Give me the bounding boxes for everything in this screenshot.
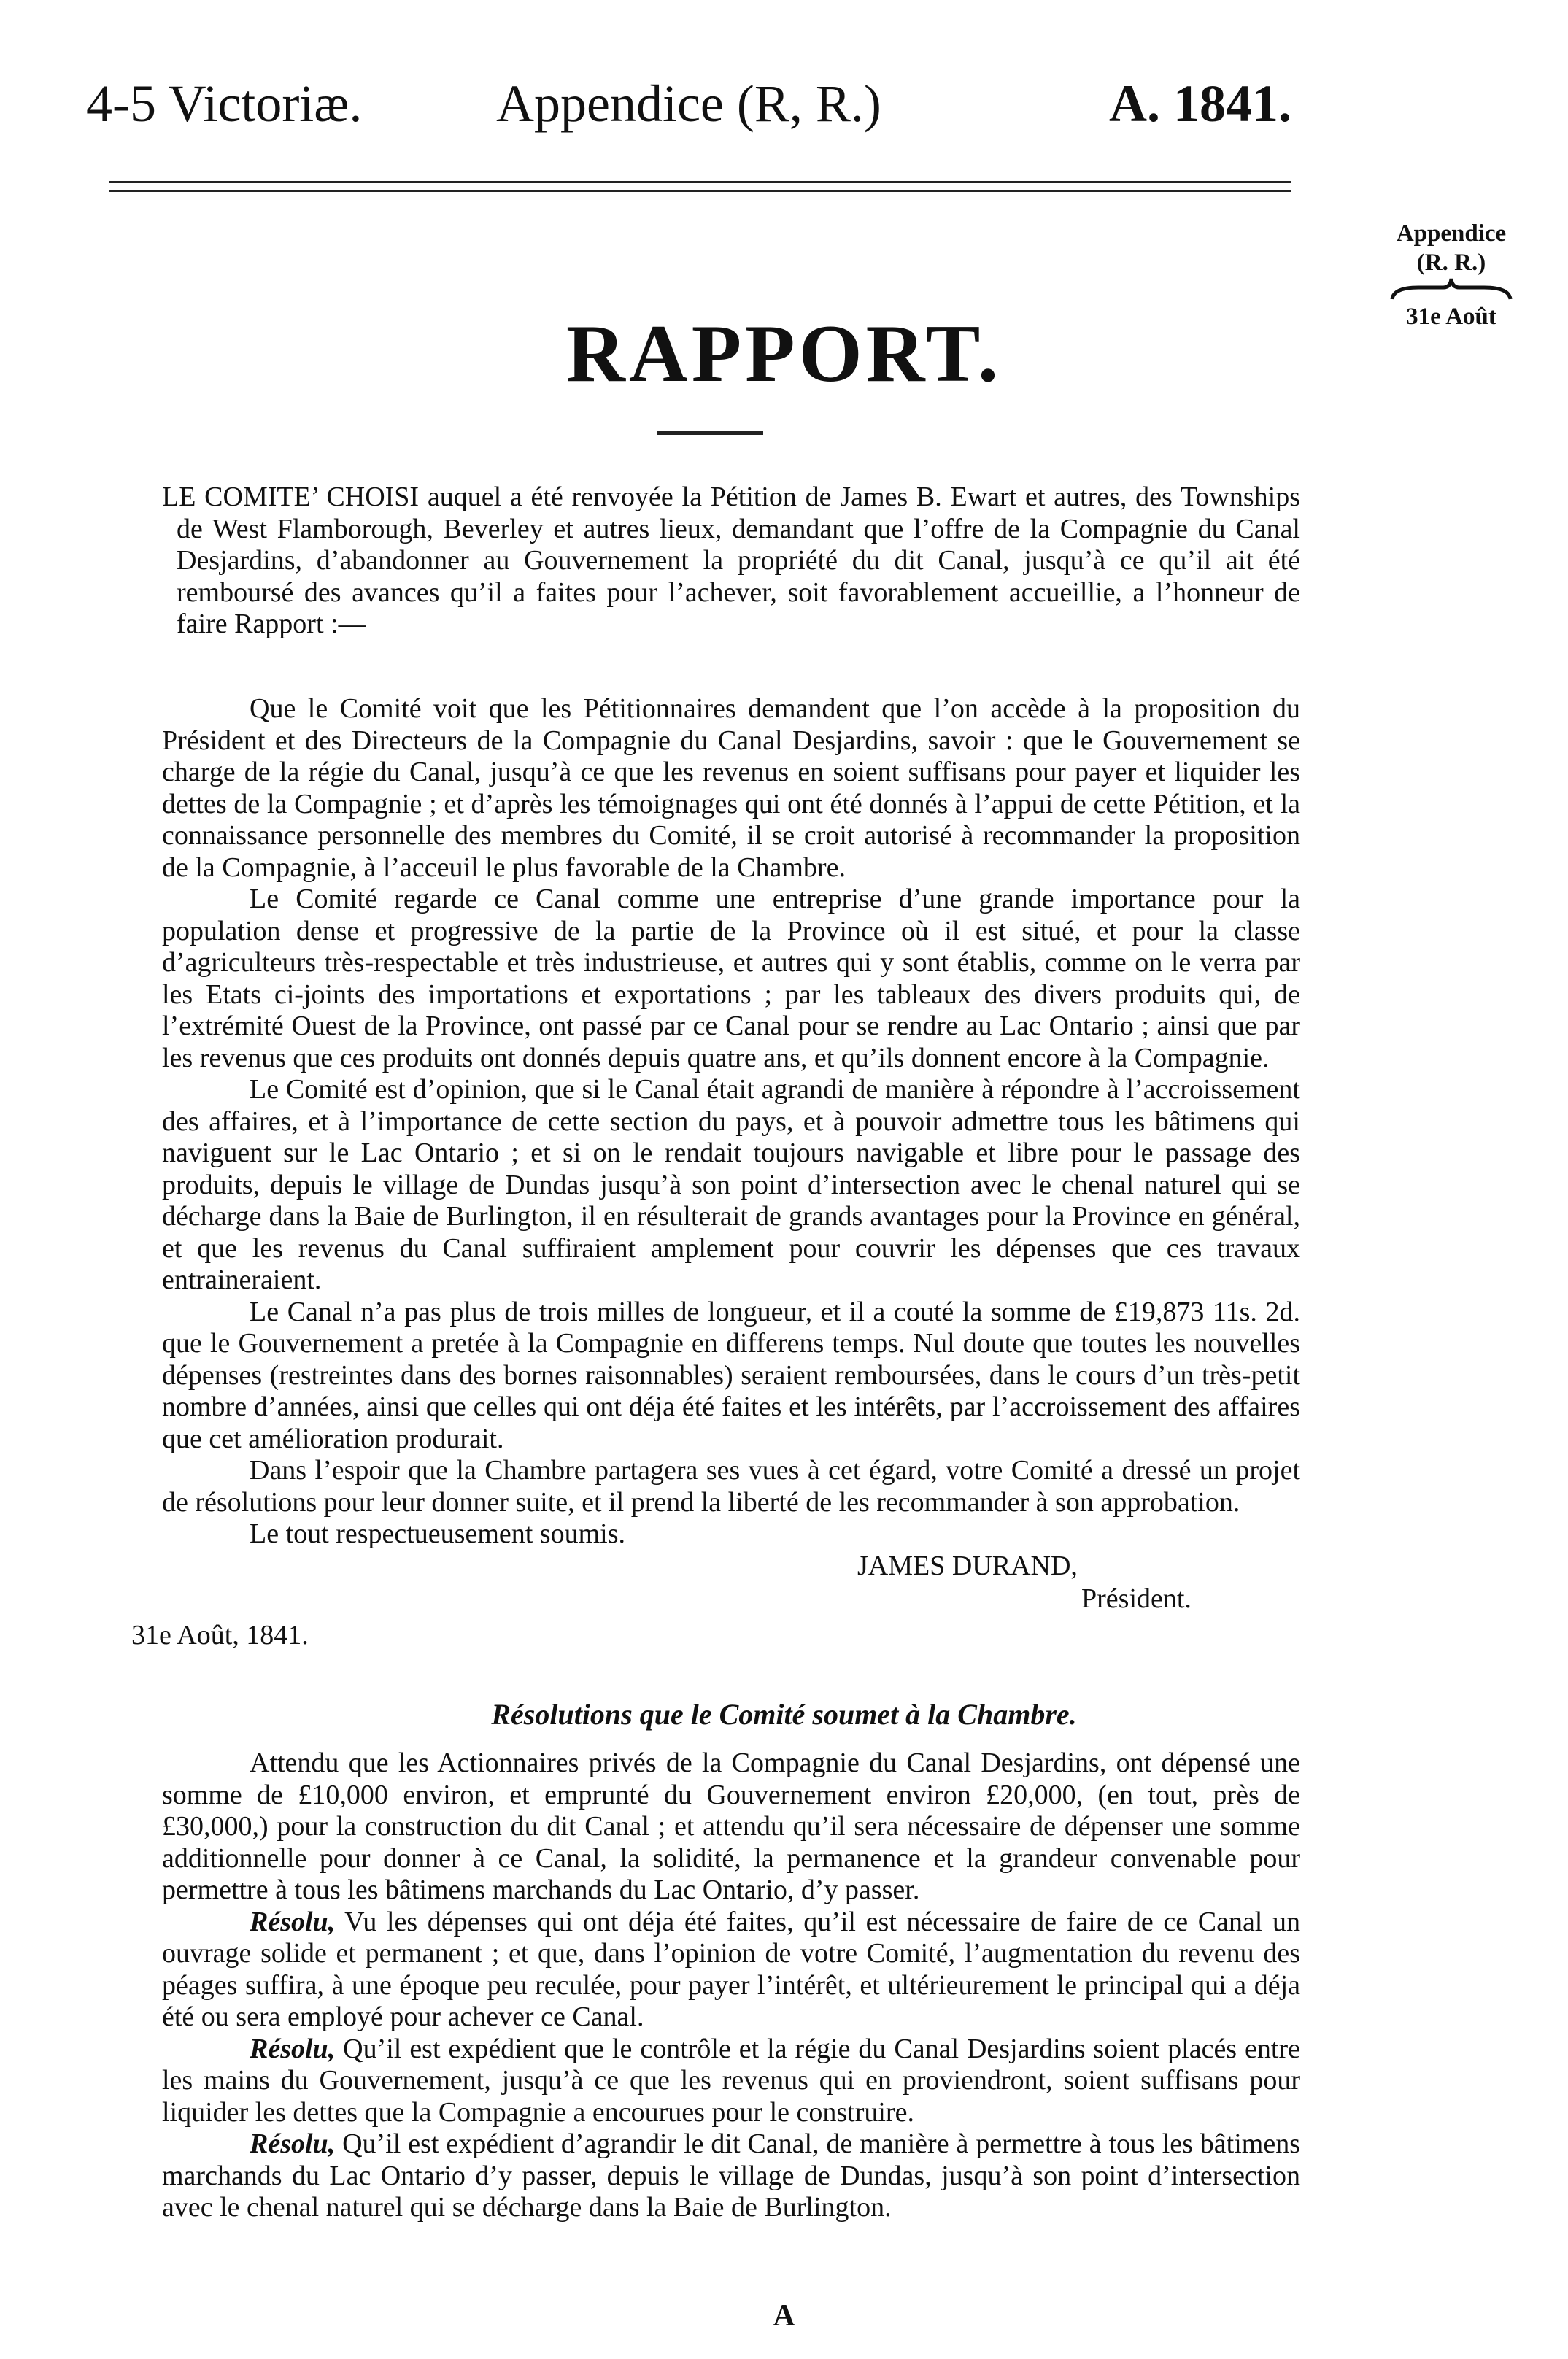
header-rule xyxy=(109,181,1291,192)
resolution-1-label: Résolu, xyxy=(250,1906,336,1937)
resolutions-intro: Attendu que les Actionnaires privés de la Compagnie du Canal Desjardins, ont dépensé une somme de £10,000 environ, et emprunté du Gouvernement environ £20,000, (en tout, près de £30,000,) pour la construction du dit Canal ; et attendu qu’il sera nécessaire de dépenser une somme additionnelle pour donner à ce Canal, la solidité, la permanence et la grandeur convenable pour permettre à tous les bâtimens marchands du Lac Ontario, d’y passer. xyxy=(162,1748,1300,1905)
header-appendix: Appendice (R, R.) xyxy=(496,74,881,133)
report-body xyxy=(162,693,1300,1551)
margin-note-date: 31e Août xyxy=(1406,304,1496,330)
resolution-2-text: Qu’il est expédient que le contrôle et la régie du Canal Desjardins soient placés entre les mains du Gouvernement, jusqu’à ce que les revenus qui en proviendront, soient suffisans pour liquider les dettes que la Compagnie a encourues pour le construire. xyxy=(162,2033,1300,2128)
report-date: 31e Août, 1841. xyxy=(131,1620,309,1650)
intro-paragraph: LE COMITE’ CHOISI auquel a été renvoyée la Pétition de James B. Ewart et autres, des Townships de West Flamborough, Beverley et autres lieux, demandant que l’offre de la Compagnie du Canal Desjardins, d’abandonner au Gouvernement la propriété du dit Canal, jusqu’à ce qu’il ait été remboursé des avances qu’il a faites pour l’achever, soit favorablement accueillie, a l’honneur de faire Rapport :— xyxy=(162,482,1300,639)
resolution-3-label: Résolu, xyxy=(250,2128,336,2159)
resolutions-block xyxy=(162,1748,1300,2224)
brace-icon xyxy=(1389,277,1513,302)
page-title: RAPPORT. xyxy=(565,309,1003,399)
resolution-3-text: Qu’il est expédient d’agrandir le dit Canal, de manière à permettre à tous les bâtimens marchands du Lac Ontario d’y passer, depuis le village de Dundas, jusqu’à son point d’intersection avec le chenal naturel qui se décharge dans la Baie de Burlington. xyxy=(162,2128,1300,2223)
resolutions-heading: Résolutions que le Comité soumet à la Chambre. xyxy=(491,1698,1077,1731)
body-paragraph-6: Le tout respectueusement soumis. xyxy=(250,1518,625,1549)
body-paragraph-3: Le Comité est d’opinion, que si le Canal était agrandi de manière à répondre à l’accroissement des affaires, et à l’importance de cette section du pays, et à pouvoir admettre tous les bâtimens qui naviguent sur le Lac Ontario ; et si on le rendait toujours navigable et libre pour le passage des produits, depuis le village de Dundas jusqu’à son point d’intersection avec le chenal naturel qui se décharge dans la Baie de Burlington, il en résulterait de grands avantages pour la Province en général, et que les revenus du Canal suffiraient amplement pour couvrir les dépenses que ces travaux entraineraient. xyxy=(162,1074,1300,1295)
body-paragraph-2: Le Comité regarde ce Canal comme une entreprise d’une grande importance pour la population dense et progressive de la partie de la Province où il est situé, et pour la classe d’agriculteurs très-respectable et très industrieuse, et autres qui y sont établis, comme on le verra par les Etats ci-joints des importations et exportations ; par les tableaux des divers produits qui, de l’extrémité Ouest de la Province, ont passé par ce Canal pour se rendre au Lac Ontario ; ainsi que par les revenus que ces produits ont donnés depuis quatre ans, et qu’ils donnent encore à la Compagnie. xyxy=(162,884,1300,1073)
signature-name: JAMES DURAND, xyxy=(857,1551,1078,1581)
header-year: A. 1841. xyxy=(1109,74,1291,133)
body-paragraph-4: Le Canal n’a pas plus de trois milles de longueur, et il a couté la somme de £19,873 11s. 2d. que le Gouvernement a pretée à la Compagnie en differens temps. Nul doute que toutes les nouvelles dépenses (restreintes dans des bornes raisonnables) seraient remboursées, dans le cours d’un très-petit nombre d’années, ainsi que celles qui ont déja été faites et les intérêts, par l’accroissement des affaires que cet amélioration produrait. xyxy=(162,1296,1300,1454)
margin-note-appendice: Appendice xyxy=(1396,220,1507,247)
body-paragraph-5: Dans l’espoir que la Chambre partagera ses vues à cet égard, votre Comité a dressé un projet de résolutions pour leur donner suite, et il prend la liberté de les recommander à son approbation. xyxy=(162,1455,1300,1518)
resolution-1 xyxy=(162,1907,1300,2034)
margin-note-reference: (R. R.) xyxy=(1416,250,1486,276)
printer-signature-mark: A xyxy=(773,2299,795,2333)
body-paragraph-1: Que le Comité voit que les Pétitionnaires demandent que l’on accède à la proposition du Président et des Directeurs de la Compagnie du Canal Desjardins, savoir : que le Gouvernement se charge de la régie du Canal, jusqu’à ce que les revenus en soient suffisans pour payer et liquider les dettes de la Compagnie ; et d’après les témoignages qui ont été donnés à l’appui de cette Pétition, et la connaissance personnelle des membres du Comité, il se croit autorisé à recommander la proposition de la Compagnie, à l’acceuil le plus favorable de la Chambre. xyxy=(162,693,1300,883)
resolution-3 xyxy=(162,2128,1300,2224)
resolution-2-label: Résolu, xyxy=(250,2033,336,2064)
resolution-2 xyxy=(162,2034,1300,2129)
intro-paragraph-block xyxy=(162,482,1300,641)
resolution-1-text: Vu les dépenses qui ont déja été faites, qu’il est nécessaire de faire de ce Canal un ouvrage solide et permanent ; et que, dans l’opinion de votre Comité, l’augmentation du revenu des péages suffira, à une époque peu reculée, pour payer l’intérêt, et ultérieurement le principal qui a déja été ou sera employé pour achever ce Canal. xyxy=(162,1906,1300,2032)
signature-role: Président. xyxy=(1081,1583,1192,1614)
running-header xyxy=(80,67,1291,140)
header-session: 4-5 Victoriæ. xyxy=(86,74,363,133)
title-rule xyxy=(657,431,763,435)
